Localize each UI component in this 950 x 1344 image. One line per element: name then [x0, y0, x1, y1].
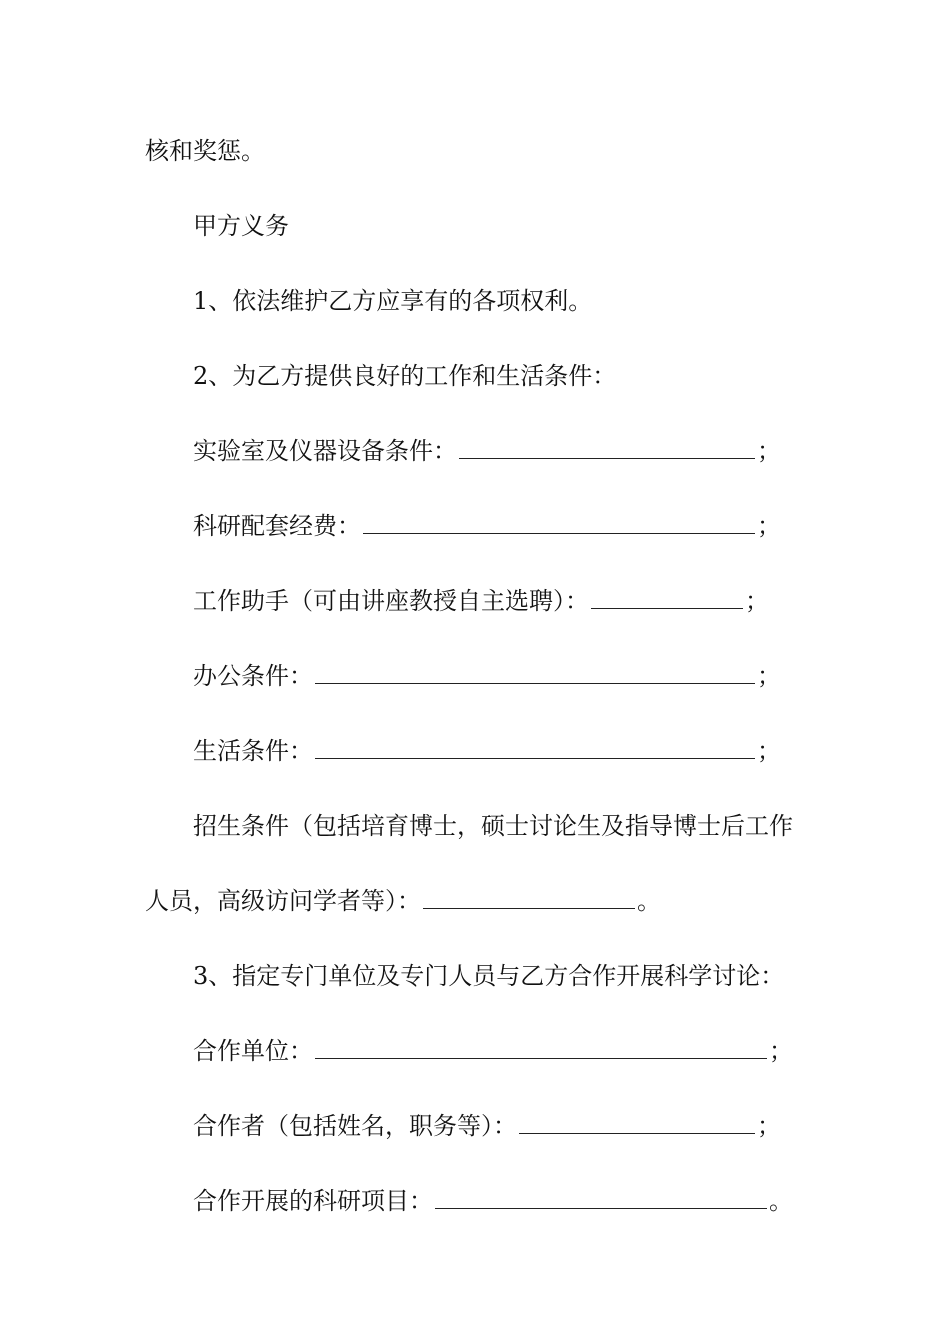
line-end-mark: ； [745, 587, 769, 615]
form-row-living [193, 736, 781, 766]
line-end-mark: 。 [769, 1187, 793, 1215]
blank-office[interactable] [315, 661, 755, 684]
enrollment-conditions-line [193, 811, 793, 841]
field-label: 生活条件： [193, 737, 313, 765]
field-label: 实验室及仪器设备条件： [193, 437, 457, 465]
blank-research-project[interactable] [435, 1186, 767, 1209]
blank-research-funds[interactable] [363, 511, 755, 534]
line-end-mark: ； [769, 1037, 793, 1065]
form-row-research-project [193, 1186, 793, 1216]
blank-partner-person[interactable] [519, 1111, 755, 1134]
line-text: 甲方义务 [193, 212, 289, 240]
blank-lab-equipment[interactable] [459, 436, 755, 459]
paragraph-continuation [145, 136, 265, 166]
line-end-mark: ； [757, 662, 781, 690]
line-text: 3、指定专门单位及专门人员与乙方合作开展科学讨论： [193, 962, 785, 990]
blank-assistant[interactable] [591, 586, 743, 609]
form-row-office [193, 661, 781, 691]
blank-living[interactable] [315, 736, 755, 759]
field-label: 人员，高级访问学者等）： [145, 887, 421, 915]
clause-1 [193, 286, 592, 316]
form-row-enrollment [145, 886, 661, 916]
line-end-mark: ； [757, 737, 781, 765]
field-label: 合作单位： [193, 1037, 313, 1065]
section-heading [193, 211, 289, 241]
form-row-research-funds [193, 511, 781, 541]
line-end-mark: ； [757, 1112, 781, 1140]
form-row-partner-person [193, 1111, 781, 1141]
line-end-mark: ； [757, 512, 781, 540]
line-text: 1、依法维护乙方应享有的各项权利。 [193, 287, 593, 315]
clause-3 [193, 961, 784, 991]
clause-2 [193, 361, 616, 391]
form-row-lab-equipment [193, 436, 781, 466]
field-label: 工作助手（可由讲座教授自主选聘）： [193, 587, 589, 615]
field-label: 办公条件： [193, 662, 313, 690]
field-label: 合作开展的科研项目： [193, 1187, 433, 1215]
line-text: 2、为乙方提供良好的工作和生活条件： [193, 362, 617, 390]
form-row-assistant [193, 586, 769, 616]
form-row-partner-unit [193, 1036, 793, 1066]
blank-partner-unit[interactable] [315, 1036, 767, 1059]
blank-enrollment[interactable] [423, 886, 635, 909]
line-text: 招生条件（包括培育博士，硕士讨论生及指导博士后工作 [193, 812, 793, 840]
line-end-mark: 。 [637, 887, 661, 915]
field-label: 合作者（包括姓名，职务等）： [193, 1112, 517, 1140]
line-end-mark: ； [757, 437, 781, 465]
line-text: 核和奖惩。 [145, 137, 265, 165]
field-label: 科研配套经费： [193, 512, 361, 540]
